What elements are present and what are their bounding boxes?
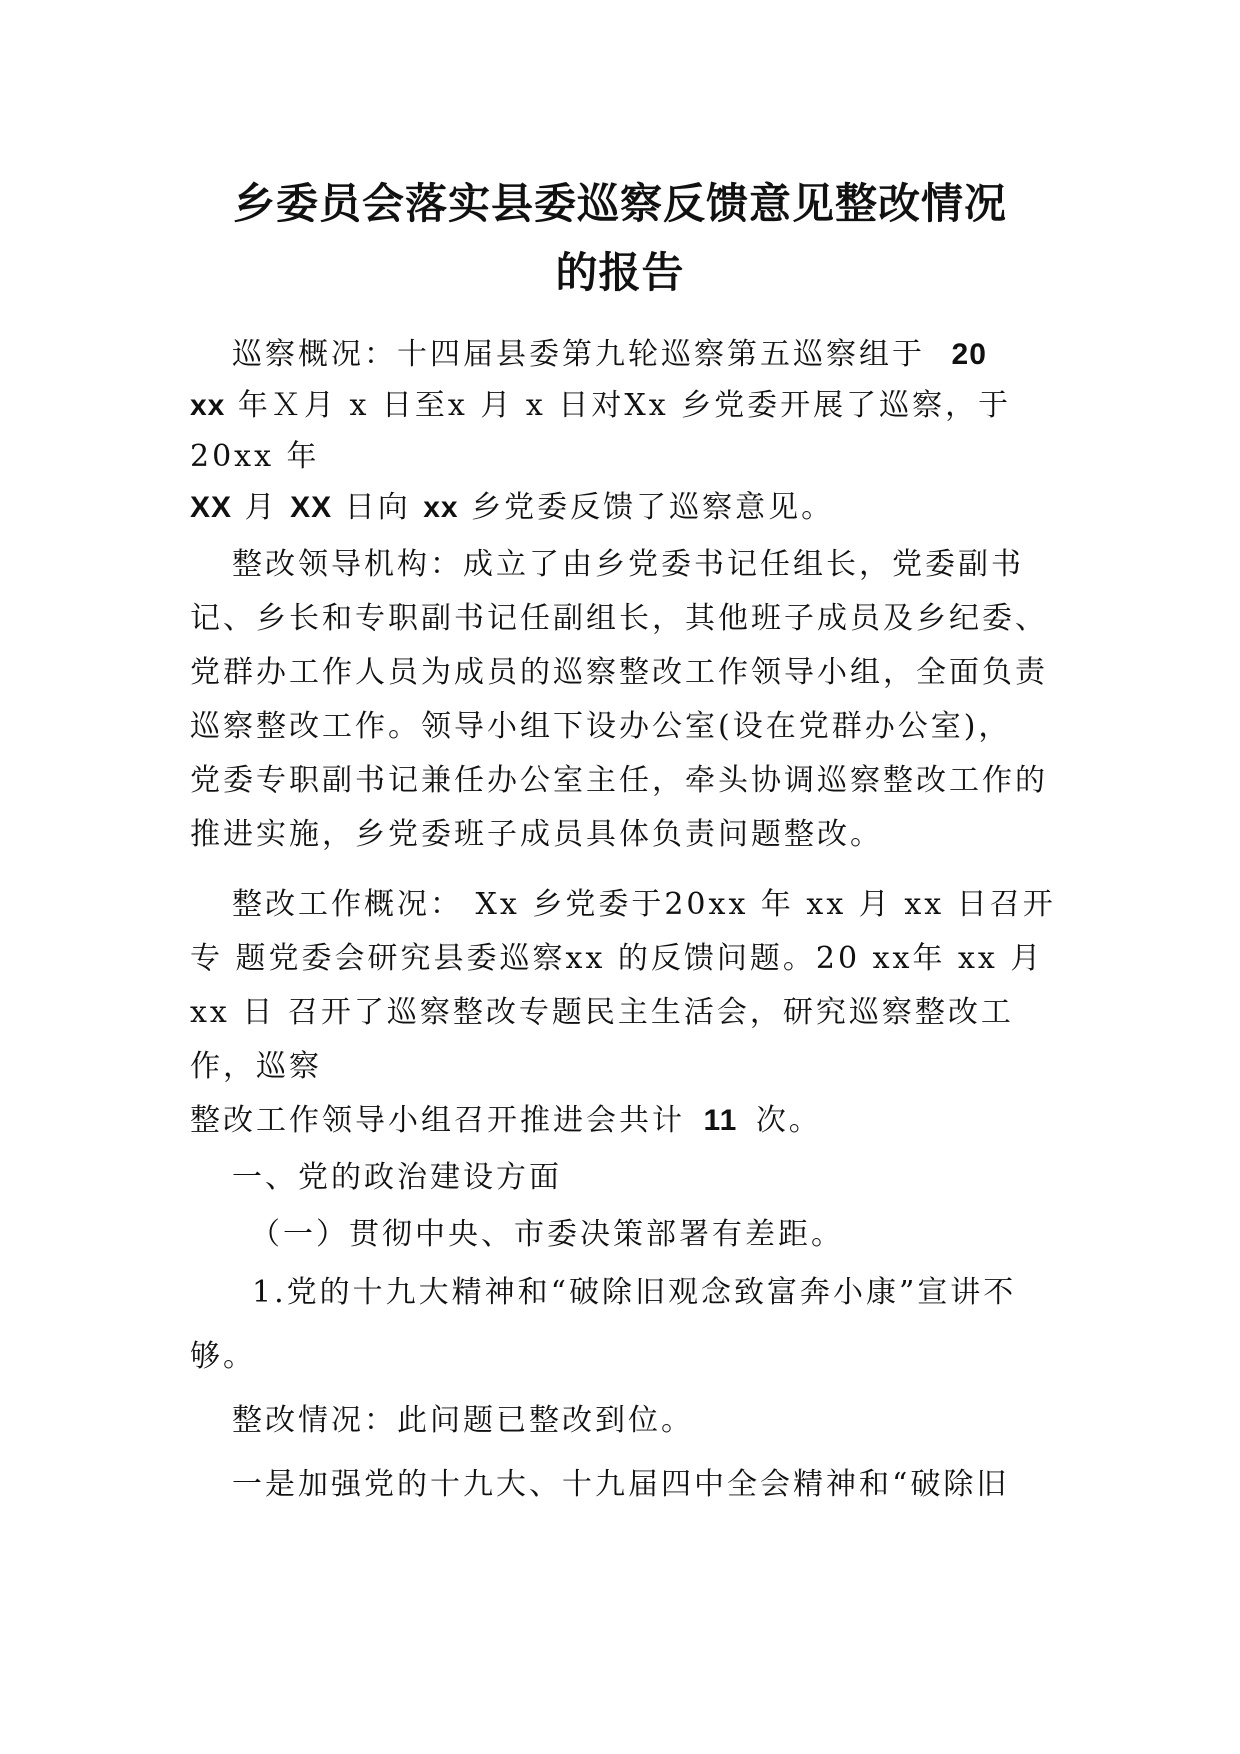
overview-line-2 — [190, 388, 1012, 423]
leadership-line-1: 整改领导机构：成立了由乡党委书记任组长，党委副书 — [232, 547, 1024, 582]
work-overview-meeting-count: 11 — [703, 1104, 738, 1137]
work-overview-meeting-unit: 次。 — [755, 1103, 822, 1138]
overview-year-prefix: 20 — [951, 338, 987, 371]
overview-day-unit: 日向 — [344, 490, 411, 525]
item-1-line-1: 1.党的十九大精神和“破除旧观念致富奔小康”宣讲不 — [252, 1275, 1017, 1310]
leadership-line-3: 党群办工作人员为成员的巡察整改工作领导小组，全面负责 — [190, 655, 1048, 690]
measure-1-line-1: 一是加强党的十九大、十九届四中全会精神和“破除旧 — [232, 1467, 1010, 1502]
work-overview-line-2: 专 题党委会研究县委巡察xx 的反馈问题。20 xx年 xx 月 — [190, 941, 1044, 976]
leadership-line-6: 推进实施，乡党委班子成员具体负责问题整改。 — [190, 817, 883, 852]
work-overview-line-3: xx 日 召开了巡察整改专题民主生活会，研究巡察整改工 — [190, 995, 1014, 1030]
leadership-line-4: 巡察整改工作。领导小组下设办公室(设在党群办公室)， — [190, 709, 1012, 744]
work-overview-meeting-text: 整改工作领导小组召开推进会共计 — [190, 1103, 685, 1138]
section-heading-1: 一、党的政治建设方面 — [232, 1160, 562, 1195]
overview-date-text: 年Ｘ月 x 日至x 月 x 日对Xx 乡党委开展了巡察，于 — [237, 388, 1012, 423]
overview-feedback-text: 乡党委反馈了巡察意见。 — [471, 490, 835, 525]
overview-year-suffix: xx — [190, 389, 226, 422]
overview-month-unit: 月 — [244, 490, 278, 525]
work-overview-line-1: 整改工作概况： Xx 乡党委于20xx 年 xx 月 xx 日召开 — [232, 887, 1056, 922]
overview-line-3: 20xx 年 — [190, 439, 320, 474]
overview-township: xx — [423, 491, 459, 524]
work-overview-line-4: 作，巡察 — [190, 1049, 322, 1084]
overview-day: XX — [290, 491, 333, 524]
document-title-line-2: 的报告 — [555, 248, 685, 297]
document-title-line-1: 乡委员会落实县委巡察反馈意见整改情况 — [232, 179, 1007, 228]
overview-line-1 — [232, 337, 987, 372]
work-overview-line-5 — [190, 1103, 822, 1138]
rectification-status: 整改情况：此问题已整改到位。 — [232, 1403, 694, 1438]
overview-line-4 — [190, 490, 835, 525]
overview-month: XX — [190, 491, 233, 524]
leadership-line-5: 党委专职副书记兼任办公室主任，牵头协调巡察整改工作的 — [190, 763, 1048, 798]
leadership-line-2: 记、乡长和专职副书记任副组长，其他班子成员及乡纪委、 — [190, 601, 1048, 636]
subsection-heading-1: （一）贯彻中央、市委决策部署有差距。 — [250, 1217, 844, 1252]
item-1-line-2: 够。 — [190, 1339, 256, 1374]
overview-text: 巡察概况：十四届县委第九轮巡察第五巡察组于 — [232, 337, 925, 372]
